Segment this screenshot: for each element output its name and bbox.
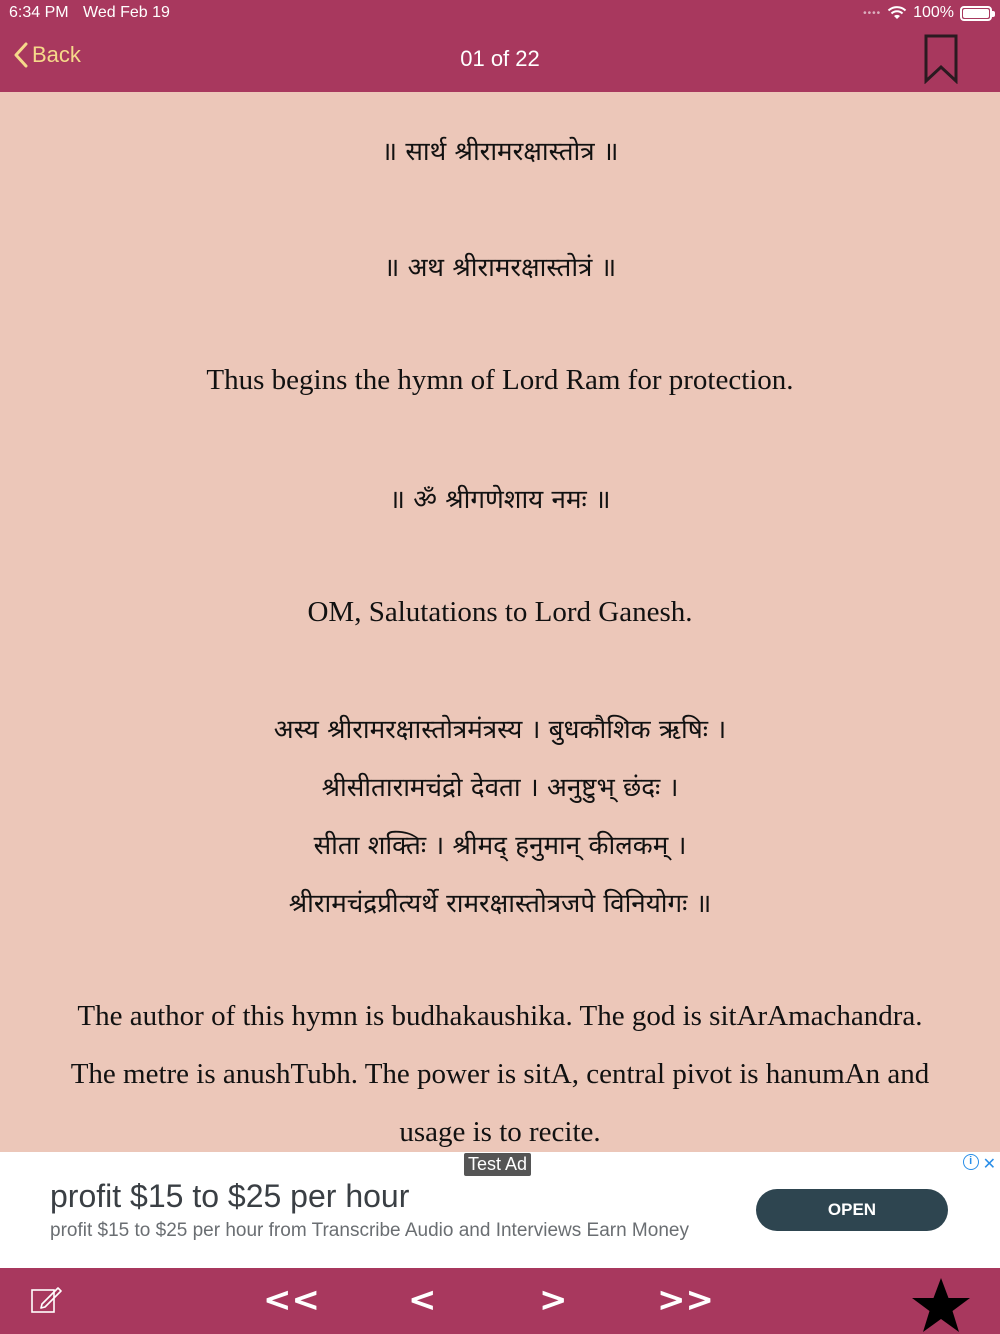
sanskrit-verse-line: श्रीसीतारामचंद्रो देवता । अनुष्टुभ् छंदः ।	[321, 773, 679, 803]
ad-banner[interactable]	[0, 1152, 1000, 1268]
edit-button[interactable]	[30, 1284, 62, 1321]
stotra-content	[0, 92, 1000, 1152]
ad-subtitle[interactable]: profit $15 to $25 per hour from Transcribe Audio and Interviews Earn Money	[50, 1220, 689, 1241]
star-icon	[910, 1276, 972, 1334]
back-label: Back	[32, 42, 81, 67]
bookmark-button[interactable]	[924, 34, 958, 89]
ad-title[interactable]: profit $15 to $25 per hour	[50, 1178, 410, 1214]
sanskrit-verse-line: सीता शक्तिः । श्रीमद् हनुमान् कीलकम् ।	[313, 831, 687, 861]
english-translation-line: The metre is anushTubh. The power is sitA, central pivot is hanumAn and	[70, 1058, 930, 1090]
sanskrit-title: ॥ सार्थ श्रीरामरक्षास्तोत्र ॥	[381, 137, 619, 167]
ad-choices[interactable]	[963, 1154, 996, 1174]
edit-note-icon	[30, 1284, 62, 1316]
page-title: 01 of 22	[460, 46, 540, 71]
sanskrit-invocation: ॥ ॐ श्रीगणेशाय नमः ॥	[389, 485, 611, 515]
test-ad-badge: Test Ad	[464, 1153, 531, 1176]
sanskrit-verse-line: अस्य श्रीरामरक्षास्तोत्रमंत्रस्य । बुधकौशिक ऋषिः ।	[273, 715, 727, 745]
english-translation-line: The author of this hymn is budhakaushika. The god is sitArAmachandra.	[77, 1000, 923, 1032]
close-icon[interactable]: ✕	[982, 1156, 996, 1173]
status-time: 6:34 PM	[9, 4, 69, 21]
ad-open-button[interactable]: OPEN	[756, 1189, 948, 1231]
battery-icon	[960, 6, 992, 21]
english-translation: Thus begins the hymn of Lord Ram for protection.	[206, 364, 794, 396]
navigation-bar	[0, 26, 1000, 92]
previous-page-button[interactable]: <	[408, 1280, 437, 1320]
wifi-icon	[887, 5, 907, 21]
status-date: Wed Feb 19	[83, 4, 170, 21]
status-right	[863, 4, 992, 22]
status-left	[9, 4, 180, 22]
next-page-button[interactable]: >	[539, 1280, 568, 1320]
english-translation: OM, Salutations to Lord Ganesh.	[307, 596, 693, 628]
info-icon[interactable]: i	[963, 1154, 979, 1170]
sanskrit-verse-line: श्रीरामचंद्रप्रीत्यर्थे रामरक्षास्तोत्रजपे विनियोगः ॥	[288, 889, 712, 919]
last-page-button[interactable]: >>	[657, 1280, 714, 1320]
status-bar	[0, 0, 1000, 26]
bottom-toolbar	[0, 1268, 1000, 1334]
signal-dots-icon: ••••	[863, 7, 882, 19]
first-page-button[interactable]: <<	[263, 1280, 320, 1320]
sanskrit-heading: ॥ अथ श्रीरामरक्षास्तोत्रं ॥	[383, 253, 617, 283]
battery-percent: 100%	[913, 4, 954, 21]
bookmark-icon	[924, 34, 958, 84]
favorite-button[interactable]	[910, 1276, 972, 1334]
english-translation-line: usage is to recite.	[399, 1116, 601, 1148]
